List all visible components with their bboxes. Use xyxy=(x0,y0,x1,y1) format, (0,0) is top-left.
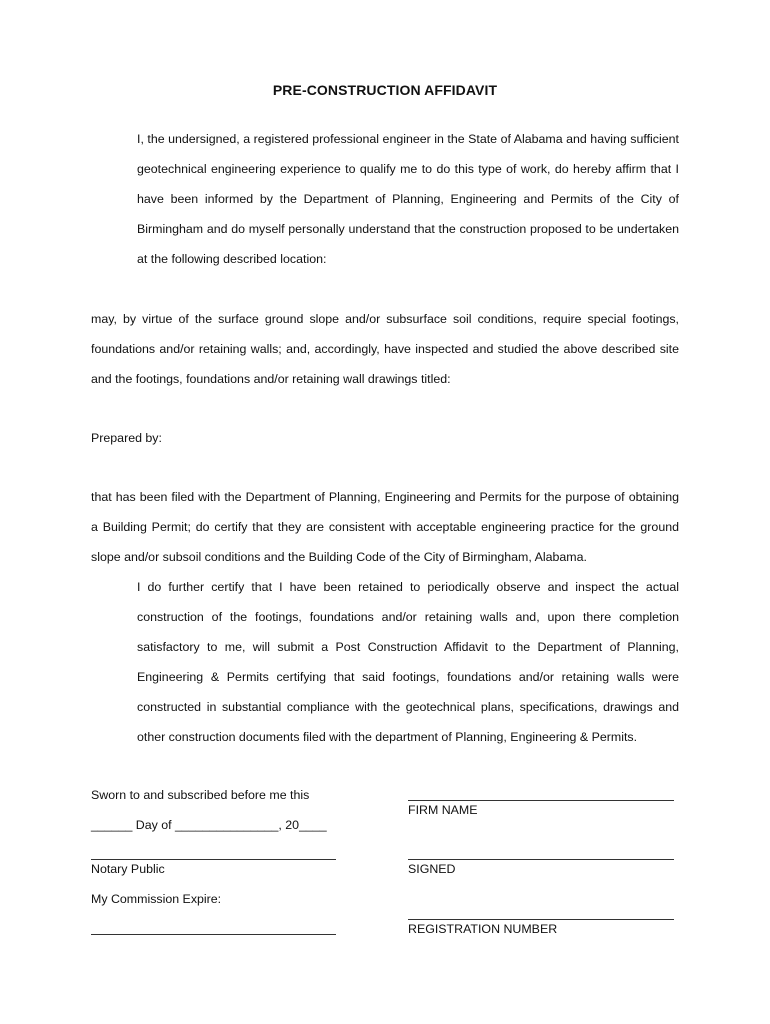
signed-label: SIGNED xyxy=(408,862,456,876)
sworn-text: Sworn to and subscribed before me this xyxy=(91,788,310,802)
commission-expire-label: My Commission Expire: xyxy=(91,892,222,906)
notary-signature-line xyxy=(91,859,336,860)
registration-number-line xyxy=(408,919,674,920)
commission-date-line xyxy=(91,934,336,935)
firm-name-label: FIRM NAME xyxy=(408,803,478,817)
notary-public-label: Notary Public xyxy=(91,862,165,876)
registration-number-label: REGISTRATION NUMBER xyxy=(408,922,558,936)
certification-paragraph: that has been filed with the Department of Planning, Engineering and Permits for the purpose of obtaining a Building Permit; do certify that they are consistent with acceptable engineering practice for the ground slope and/or subsoil conditions and the Building Code of the City of Birmingham, Alabama. xyxy=(91,490,679,564)
signed-line xyxy=(408,859,674,860)
conditions-paragraph: may, by virtue of the surface ground slope and/or subsurface soil conditions, require special footings, foundations and/or retaining walls; and, accordingly, have inspected and studied the above described site and the footings, foundations and/or retaining wall drawings titled: xyxy=(91,312,679,386)
firm-name-line xyxy=(408,800,674,801)
intro-paragraph xyxy=(91,124,679,274)
inspection-paragraph-text: I do further certify that I have been retained to periodically observe and inspect the actual construction of the footings, foundations and/or retaining walls and, upon there completion satisfactory to me, will submit a Post Construction Affidavit to the Department of Planning, Engineering & Permits certifying that said footings, foundations and/or retaining walls were constructed in substantial compliance with the geotechnical plans, specifications, drawings and other construction documents filed with the department of Planning, Engineering & Permits. xyxy=(137,580,679,744)
inspection-paragraph xyxy=(91,572,679,752)
day-of-line: ______ Day of _______________, 20____ xyxy=(91,818,327,832)
intro-paragraph-text: I, the undersigned, a registered professional engineer in the State of Alabama and having sufficient geotechnical engineering experience to qualify me to do this type of work, do hereby affirm that I have been informed by the Department of Planning, Engineering and Permits of the City of Birmingham and do myself personally understand that the construction proposed to be undertaken at the following described location: xyxy=(137,132,679,266)
prepared-by-label: Prepared by: xyxy=(91,431,162,445)
document-title: PRE-CONSTRUCTION AFFIDAVIT xyxy=(272,82,498,98)
